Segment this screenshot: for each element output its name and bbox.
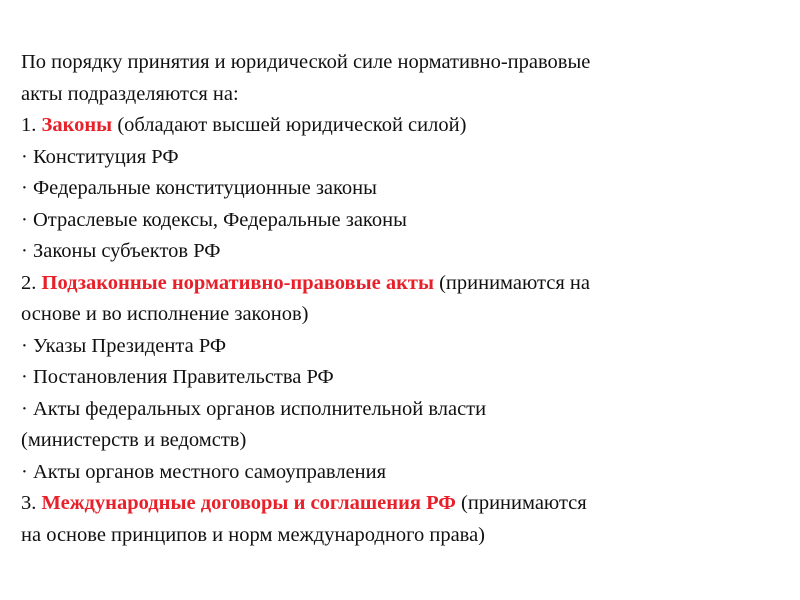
section-2-note: (принимаются на [433,271,590,294]
list-item: · Указы Президента РФ [21,334,227,357]
section-2-note-continued: основе и во исполнение законов) [21,303,309,325]
intro-line-1: По порядку принятия и юридической силе нормативно-правовые [21,51,591,73]
slide-text [21,47,781,551]
list-item: · Акты федеральных органов исполнительной власти [21,397,487,420]
section-1-heading [21,110,781,142]
list-item: (министерств и ведомств) [21,429,247,451]
list-item: · Акты органов местного самоуправления [21,460,387,483]
list-item: · Конституция РФ [21,145,179,168]
section-3-heading [21,488,781,520]
list-item: · Постановления Правительства РФ [21,366,334,388]
section-3-note-continued: на основе принципов и норм международного права) [21,523,486,546]
section-3-number: 3. [21,492,42,514]
section-1-number: 1. [21,114,42,136]
list-item: · Отраслевые кодексы, Федеральные законы [21,208,407,231]
list-item: · Законы субъектов РФ [21,240,221,262]
list-item: · Федеральные конституционные законы [21,177,377,199]
section-1-note: (обладают высшей юридической силой) [112,114,467,136]
section-3-title: Международные договоры и соглашения РФ [41,492,456,514]
section-2-heading [21,268,781,300]
section-3-note: (принимаются [455,492,587,514]
intro-line-2: акты подразделяются на: [21,82,239,105]
section-2-title: Подзаконные нормативно-правовые акты [41,271,434,294]
section-2-number: 2. [21,271,42,294]
section-1-title: Законы [41,114,113,136]
